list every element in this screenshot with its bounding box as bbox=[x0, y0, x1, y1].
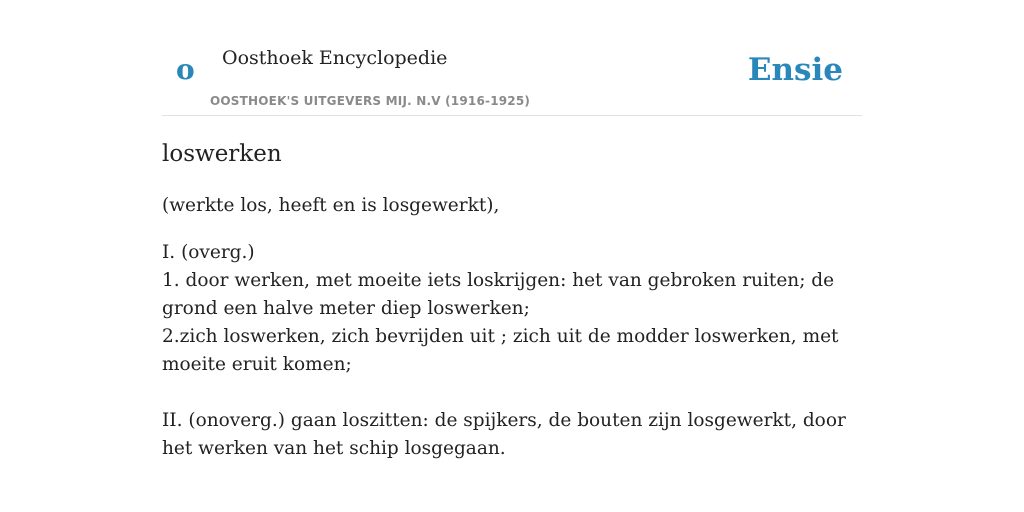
entry-line: 2.zich loswerken, zich bevrijden uit ; zich uit de modder loswerken, met moeite eruit komen; bbox=[162, 326, 839, 375]
entry-grammar: (werkte los, heeft en is losgewerkt), bbox=[162, 195, 500, 216]
entry-headword: loswerken bbox=[162, 141, 282, 167]
logo-icon[interactable]: o bbox=[176, 53, 195, 86]
site-title[interactable]: Oosthoek Encyclopedie bbox=[222, 47, 448, 69]
entry-body bbox=[162, 192, 862, 463]
entry-line: II. (onoverg.) gaan loszitten: de spijkers, de bouten zijn losgewerkt, door het werken van het schip losgegaan. bbox=[162, 410, 846, 459]
site-subtitle: OOSTHOEK'S UITGEVERS MIJ. N.V (1916-1925) bbox=[210, 94, 531, 108]
site-header bbox=[162, 0, 862, 116]
paragraph-gap bbox=[162, 379, 862, 407]
ensie-logo-link[interactable]: Ensie bbox=[747, 52, 843, 88]
page bbox=[162, 0, 862, 512]
entry-line: I. (overg.) bbox=[162, 242, 255, 263]
entry-line: 1. door werken, met moeite iets loskrijgen: het van gebroken ruiten; de grond een halve meter diep loswerken; bbox=[162, 270, 835, 319]
